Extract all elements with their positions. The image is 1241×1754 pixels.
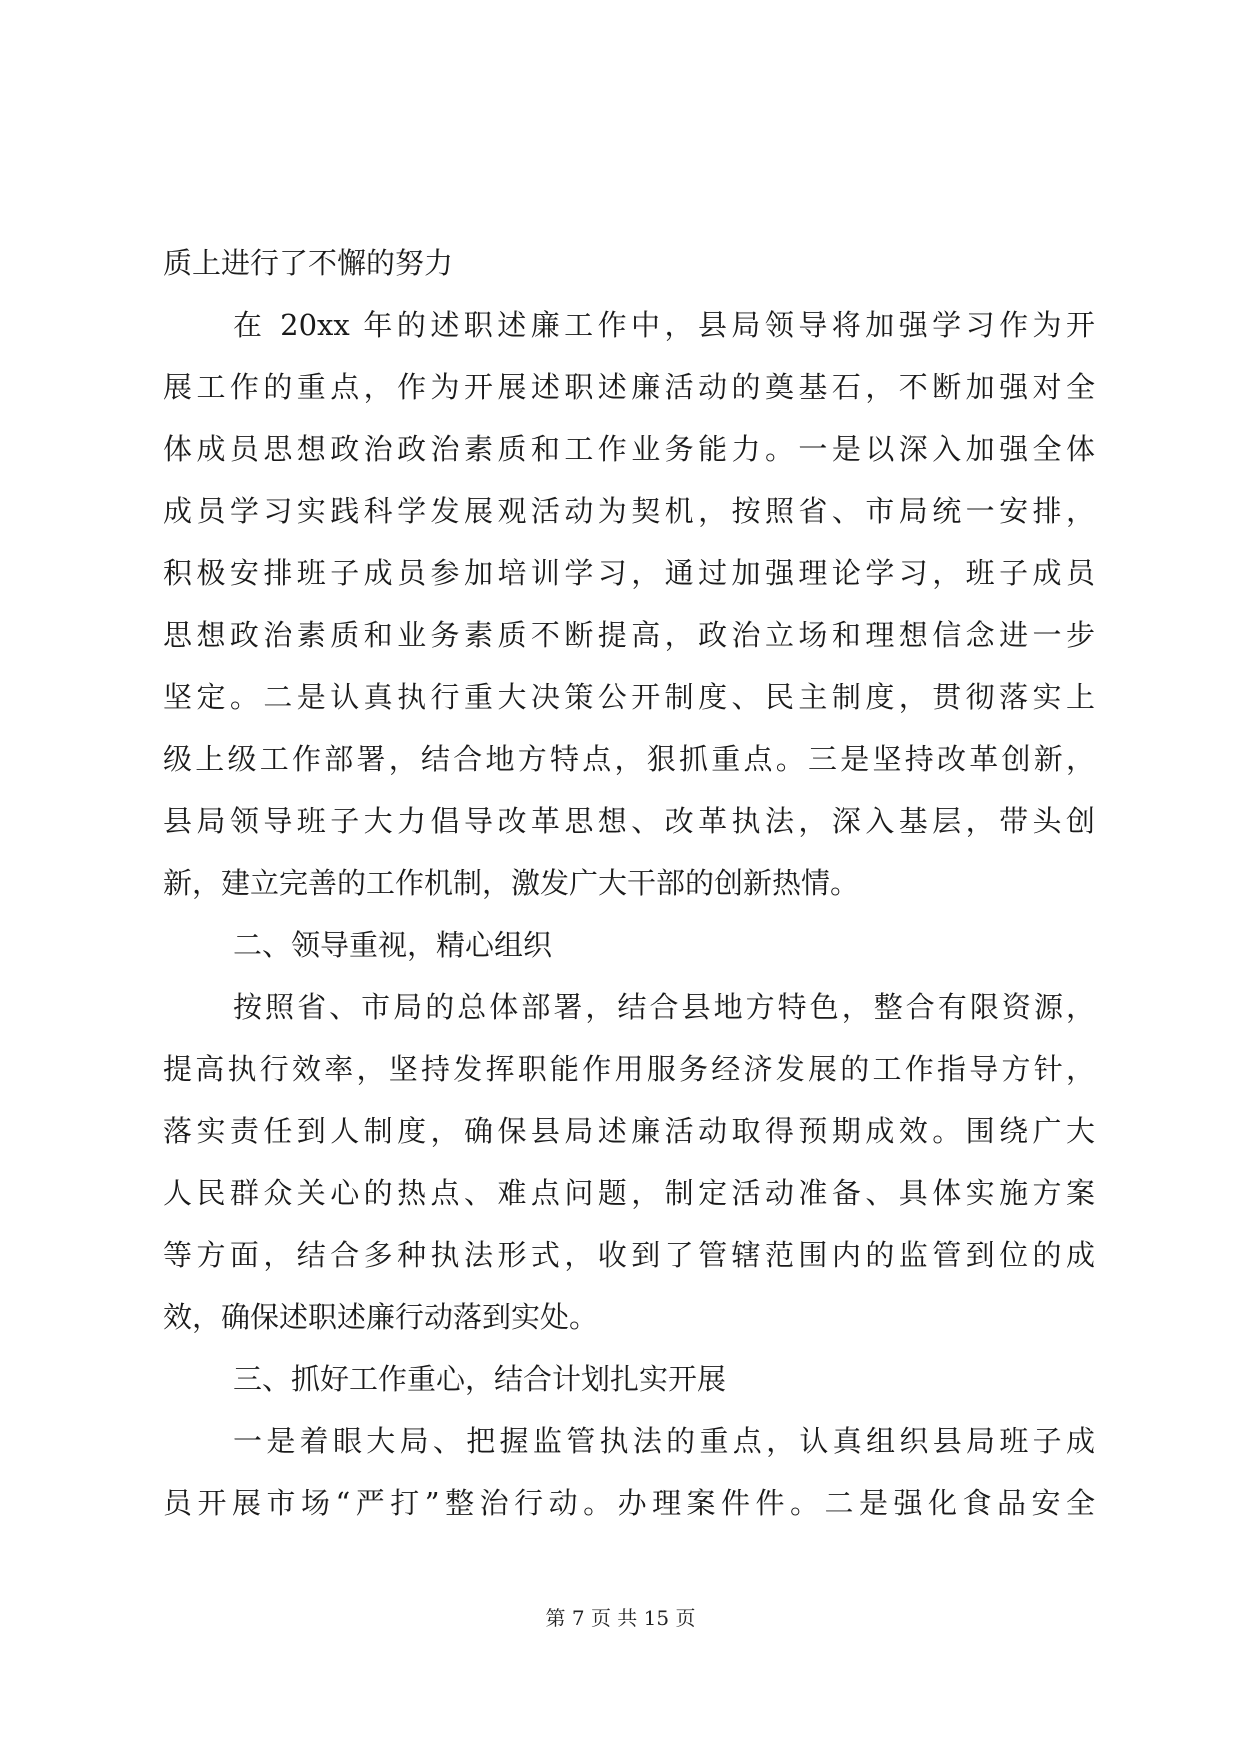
text-line: 级上级工作部署，结合地方特点，狠抓重点。三是坚持改革创新，: [163, 742, 1095, 776]
text-line: 新，建立完善的工作机制，激发广大干部的创新热情。: [163, 866, 860, 900]
text-line: 县局领导班子大力倡导改革思想、改革执法，深入基层，带头创: [163, 804, 1095, 838]
body-text: [163, 232, 1095, 1534]
text-line: 提高执行效率，坚持发挥职能作用服务经济发展的工作指导方针，: [163, 1052, 1095, 1086]
text-line: 员开展市场“严打”整治行动。办理案件件。二是强化食品安全: [163, 1486, 1095, 1520]
text-line: 落实责任到人制度，确保县局述廉活动取得预期成效。围绕广大: [163, 1114, 1095, 1148]
text-line: 按照省、市局的总体部署，结合县地方特色，整合有限资源，: [233, 990, 1095, 1024]
text-line: 三、抓好工作重心，结合计划扎实开展: [233, 1362, 727, 1396]
text-line: 在 20xx 年的述职述廉工作中，县局领导将加强学习作为开: [233, 308, 1095, 342]
text-line: 积极安排班子成员参加培训学习，通过加强理论学习，班子成员: [163, 556, 1095, 590]
text-line: 效，确保述职述廉行动落到实处。: [163, 1300, 599, 1334]
text-line: 成员学习实践科学发展观活动为契机，按照省、市局统一安排，: [163, 494, 1095, 528]
text-line: 二、领导重视，精心组织: [233, 928, 553, 962]
page-footer: 第 7 页 共 15 页: [545, 1606, 696, 1630]
text-line: 体成员思想政治政治素质和工作业务能力。一是以深入加强全体: [163, 432, 1095, 466]
text-line: 一是着眼大局、把握监管执法的重点，认真组织县局班子成: [233, 1424, 1095, 1458]
text-line: 思想政治素质和业务素质不断提高，政治立场和理想信念进一步: [163, 618, 1095, 652]
text-line: 坚定。二是认真执行重大决策公开制度、民主制度，贯彻落实上: [163, 680, 1095, 714]
text-line: 展工作的重点，作为开展述职述廉活动的奠基石，不断加强对全: [163, 370, 1095, 404]
text-line: 质上进行了不懈的努力: [163, 246, 454, 280]
text-line: 人民群众关心的热点、难点问题，制定活动准备、具体实施方案: [163, 1176, 1095, 1210]
text-line: 等方面，结合多种执法形式，收到了管辖范围内的监管到位的成: [163, 1238, 1095, 1272]
